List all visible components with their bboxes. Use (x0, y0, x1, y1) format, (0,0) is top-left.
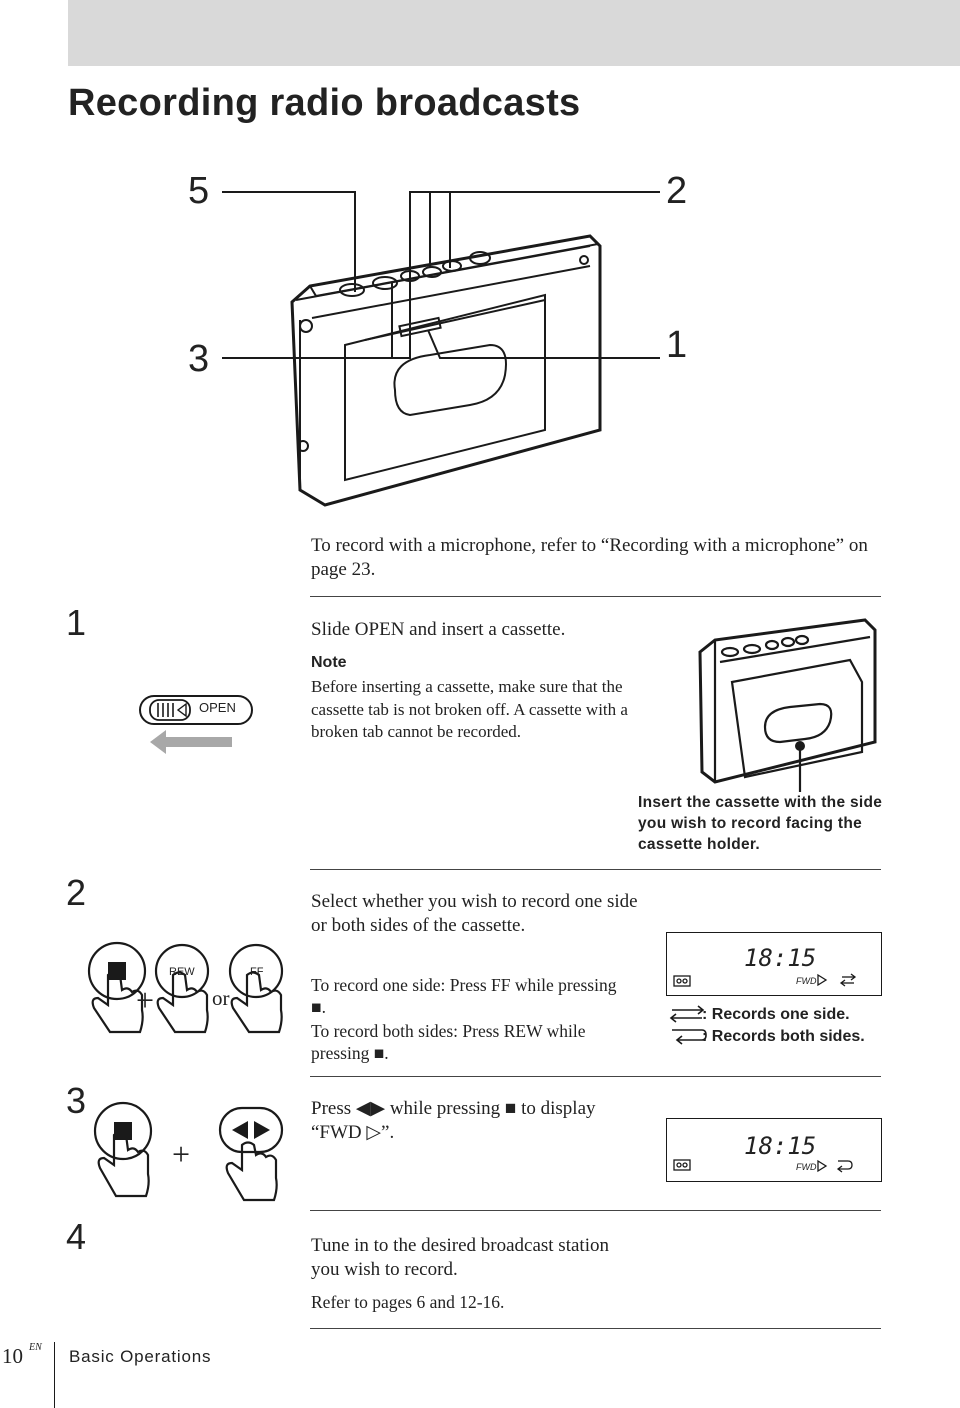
divider (310, 869, 881, 870)
insert-caption: Insert the cassette with the side you wish to record facing the cassette holder. (638, 794, 883, 853)
step-1-title: Slide OPEN and insert a cassette. (311, 619, 566, 640)
open-slider-illustration (130, 690, 260, 760)
lcd-fwd: FWD (796, 1162, 817, 1172)
step-4-title: Tune in to the desired broadcast station you wish to record. (311, 1235, 609, 1280)
page-title: Recording radio broadcasts (68, 82, 581, 124)
divider (310, 1210, 881, 1211)
page-number: 10 (2, 1344, 23, 1368)
step-4-sub: Refer to pages 6 and 12-16. (311, 1292, 505, 1312)
legend-both-sides: : Records both sides. (702, 1028, 865, 1045)
lcd-time: 18:15 (744, 1132, 817, 1160)
footer-rule (54, 1342, 55, 1408)
legend-one-side: : Records one side. (702, 1006, 850, 1023)
step-4-number: 4 (66, 1216, 87, 1257)
open-label: OPEN (199, 700, 236, 715)
divider (310, 1328, 881, 1329)
callout-2: 2 (666, 170, 688, 212)
step-3-buttons (90, 1100, 300, 1210)
plus-sign: + (172, 1136, 191, 1172)
step-3-number: 3 (66, 1080, 87, 1121)
note-text: Before inserting a cassette, make sure that the cassette tab is not broken off. A cassette with a broken tab cannot be recorded. (311, 677, 628, 741)
lcd-icons-2 (666, 1118, 880, 1180)
step-2-title: Select whether you wish to record one side or both sides of the cassette. (311, 891, 638, 936)
step-2-both-sides: To record both sides: Press REW while pressing ■. (311, 1021, 586, 1063)
cassette-holder-illustration (690, 612, 890, 792)
walkman-illustration (0, 0, 960, 560)
lcd-fwd: FWD (796, 976, 817, 986)
rew-label: REW (169, 966, 195, 978)
plus-sign: + (136, 982, 155, 1018)
step-2-buttons (70, 940, 310, 1050)
step-2-one-side: To record one side: Press FF while pressing ■. (311, 975, 617, 1017)
lcd-time: 18:15 (744, 944, 817, 972)
page-suffix: EN (29, 1342, 42, 1353)
callout-1: 1 (666, 324, 688, 366)
arrow-left-icon (150, 730, 232, 754)
play-button-icon (220, 1108, 282, 1152)
step-1-number: 1 (66, 602, 87, 643)
step-2-number: 2 (66, 872, 87, 913)
or-text: or (212, 986, 230, 1010)
note-label: Note (311, 654, 347, 671)
callout-5: 5 (188, 170, 210, 212)
section-name: Basic Operations (69, 1347, 212, 1366)
divider (310, 596, 881, 597)
lcd-icons-1 (666, 932, 880, 994)
step-3-text: Press ◀▶ while pressing ■ to display “FWD ▷”. (311, 1098, 596, 1143)
reverse-one-side-icon (841, 974, 855, 986)
reverse-both-sides-icon (838, 1161, 852, 1172)
divider (310, 1076, 881, 1077)
callout-3: 3 (188, 338, 210, 380)
ff-label: FF (250, 966, 264, 978)
intro-text: To record with a microphone, refer to “Recording with a microphone” on page 23. (311, 535, 868, 580)
